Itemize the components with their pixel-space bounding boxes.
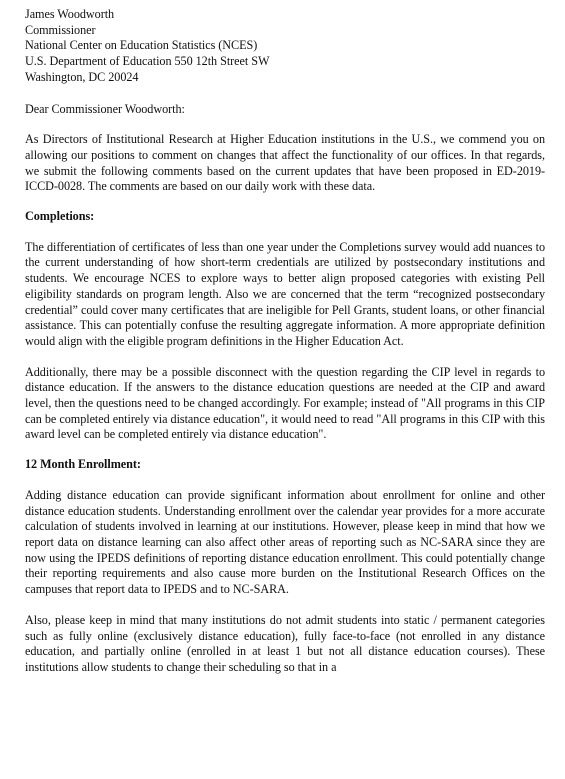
enrollment-paragraph-2: Also, please keep in mind that many institutions do not admit students into static / permanent categories such as fully online (exclusively distance education), fully face-to-face (not enrolled in any distance education, and partially online (enrolled in at least 1 but not all distance education courses). These institutions allow students to change their scheduling so that in a — [25, 612, 545, 674]
letter-page — [25, 7, 545, 676]
recipient-city: Washington, DC 20024 — [25, 69, 139, 84]
recipient-street: U.S. Department of Education 550 12th Street SW — [25, 54, 270, 69]
salutation: Dear Commissioner Woodworth: — [25, 101, 185, 116]
recipient-address — [25, 7, 545, 86]
recipient-name: James Woodworth — [25, 7, 115, 21]
recipient-organization: National Center on Education Statistics (NCES) — [25, 38, 258, 53]
enrollment-heading: 12 Month Enrollment: — [25, 457, 141, 472]
recipient-title: Commissioner — [25, 22, 96, 37]
completions-heading: Completions: — [25, 209, 95, 224]
completions-paragraph-2: Additionally, there may be a possible disconnect with the question regarding the CIP level in regards to distance education. If the answers to the distance education questions are needed at the CIP and award level, then the questions need to be changed accordingly. For example; instead of "All programs in this CIP can be completed entirely via distance education", it would need to read "All programs in this CIP with this award level can be completed entirely via distance education". — [25, 364, 545, 442]
enrollment-paragraph-1: Adding distance education can provide significant information about enrollment for online and other distance education students. Understanding enrollment over the calendar year provides for a more accurate calculation of students involved in learning at our institutions. However, please keep in mind that how we report data on distance learning can also affect other areas of reporting such as NC-SARA since they are now using the IPEDS definitions of reporting distance education enrollment. This could potentially change their reporting requirements and also cause more burden on the Institutional Research Offices on the campuses that report data to IPEDS and to NC-SARA. — [25, 487, 545, 597]
intro-paragraph: As Directors of Institutional Research at Higher Education institutions in the U.S., we commend you on allowing our positions to comment on changes that affect the functionality of our offices. In that regards, we submit the following comments based on the current updates that have been proposed in ED-2019-ICCD-0028. The comments are based on our daily work with these data. — [25, 132, 545, 194]
completions-paragraph-1: The differentiation of certificates of less than one year under the Completions survey would add nuances to the current understanding of how short-term credentials are utilized by postsecondary institutions and students. We encourage NCES to explore ways to better align proposed categories with existing Pell eligibility standards on program length. Also we are concerned that the term “recognized postsecondary credential” could cover many certificates that are ineligible for Pell Grants, student loans, or other financial assistance. This can potentially confuse the resulting aggregate information. A more appropriate definition would align with the eligible program definitions in the Higher Education Act. — [25, 239, 545, 348]
